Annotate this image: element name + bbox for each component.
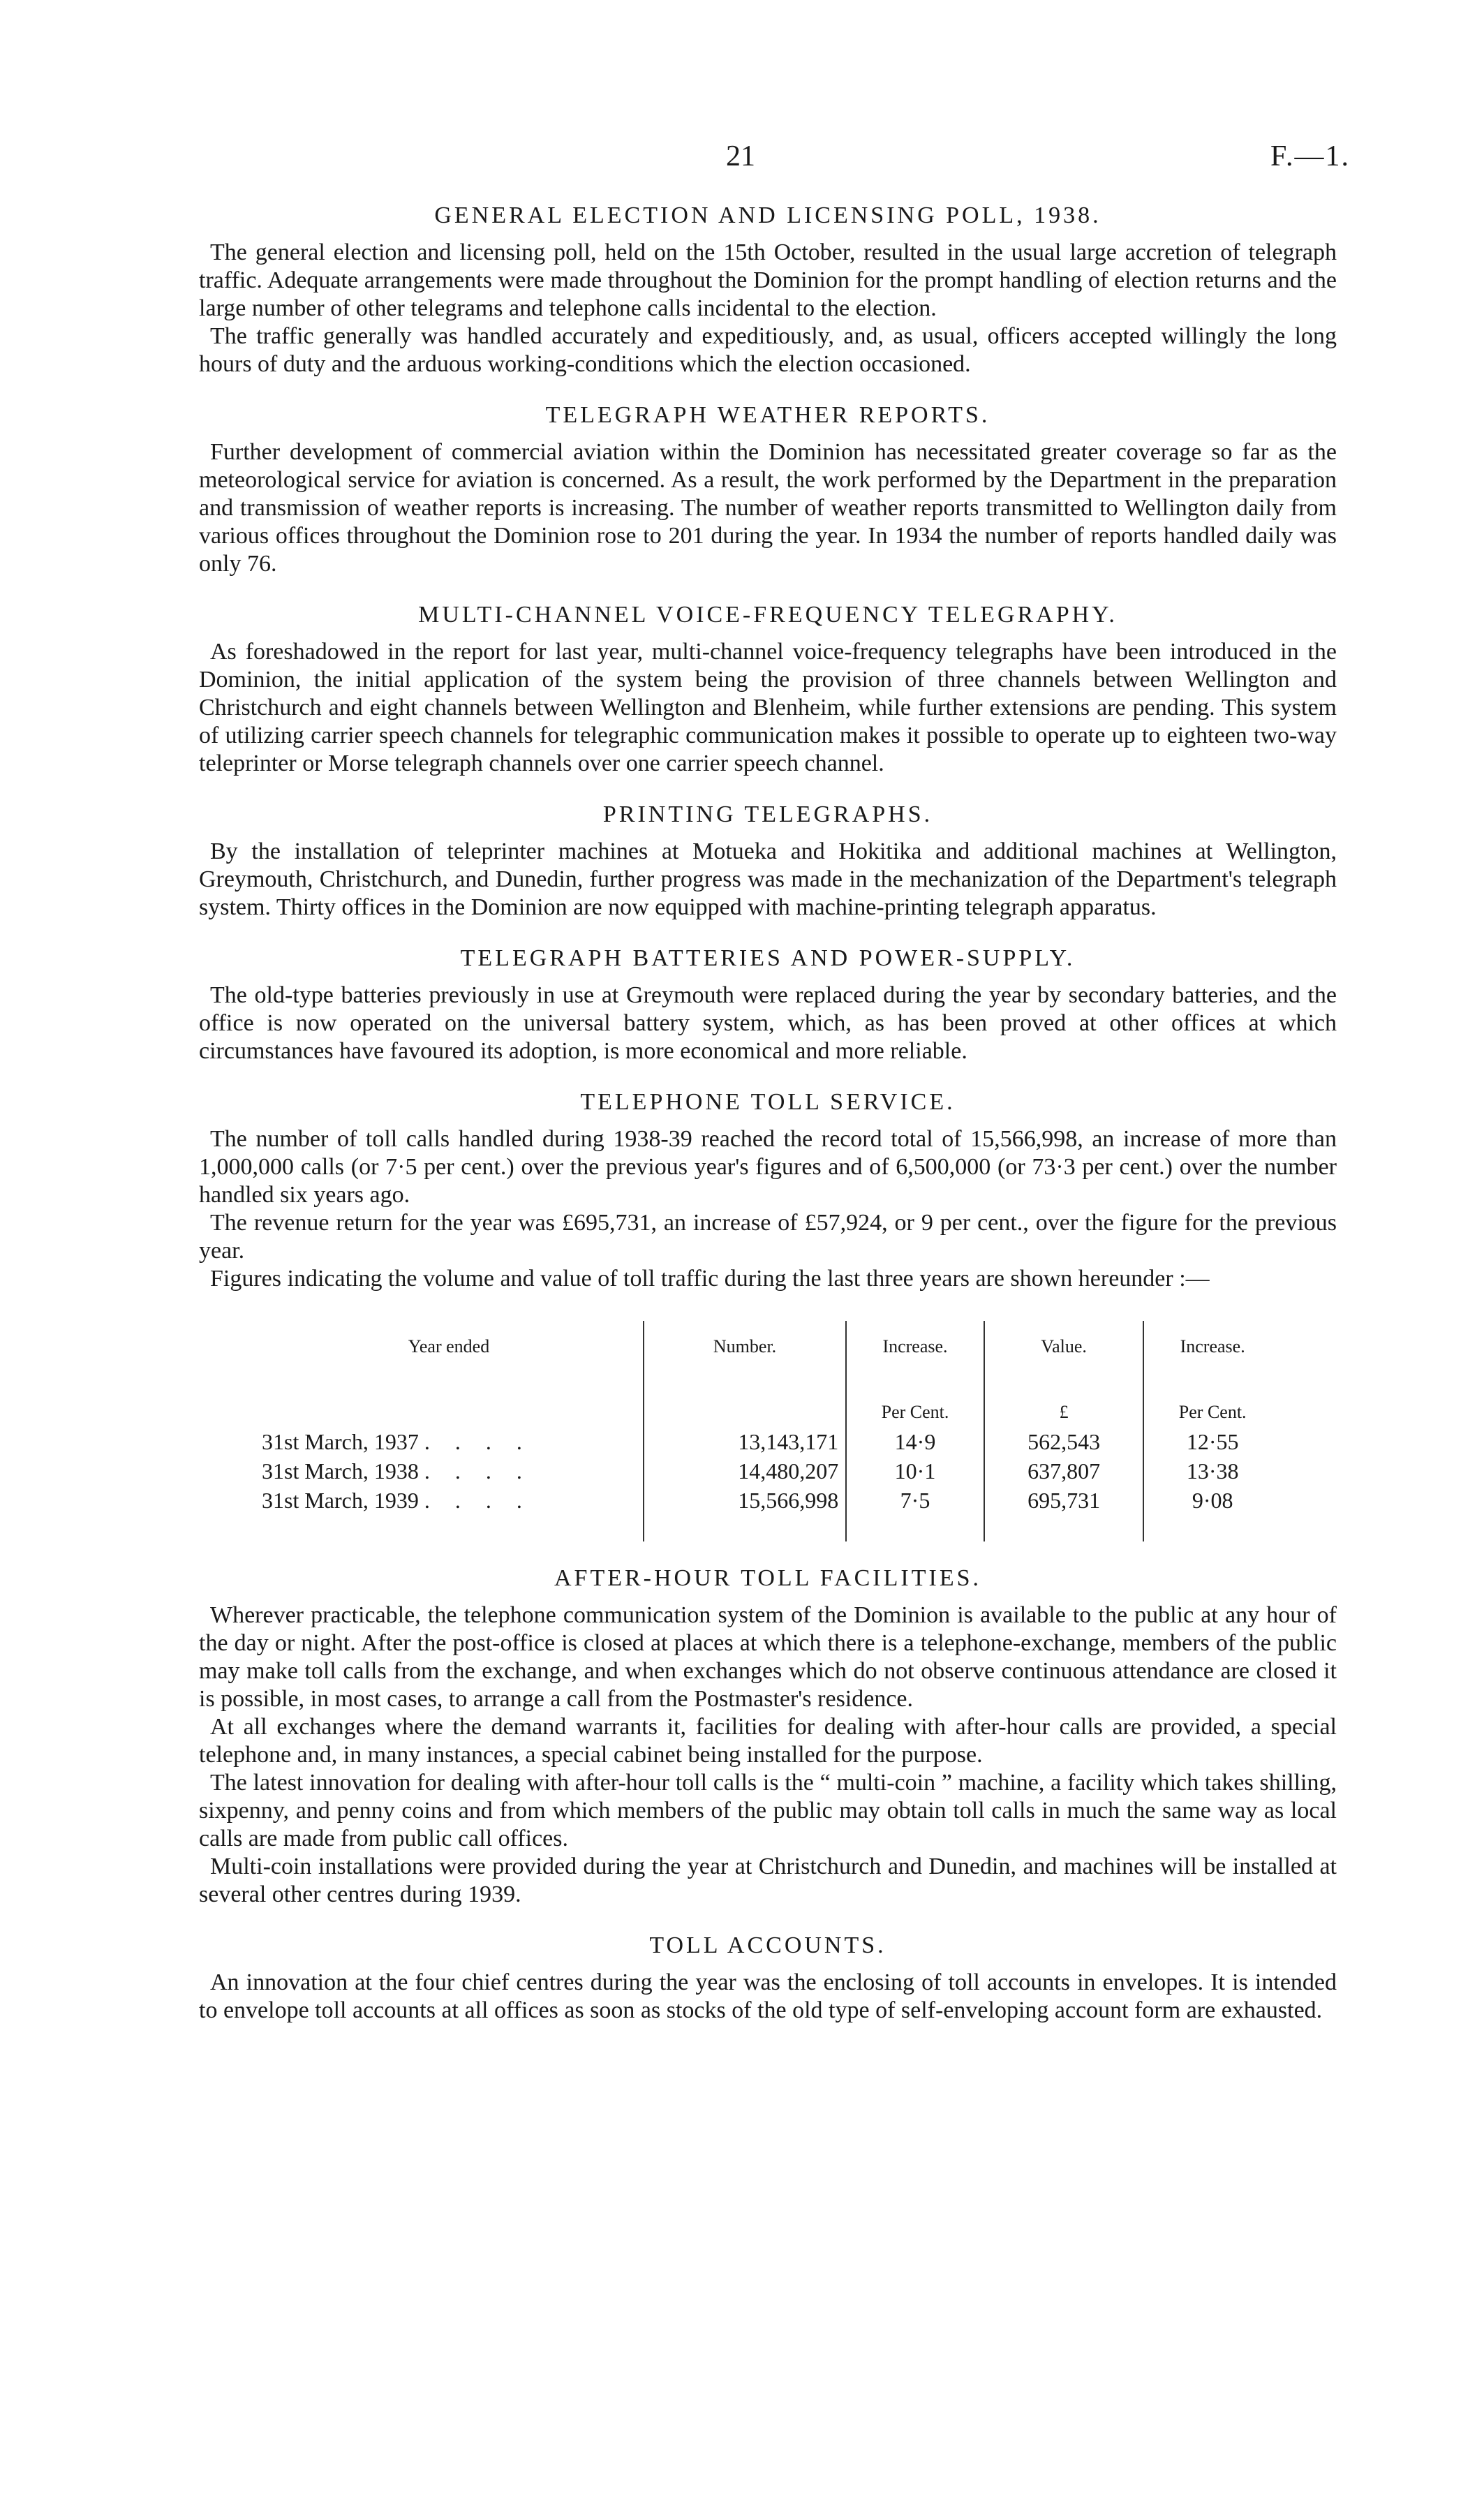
table-row <box>255 1486 1281 1541</box>
toll-traffic-table <box>255 1321 1281 1541</box>
increase-value-cell: 13·38 <box>1143 1456 1281 1486</box>
unit-percent: Per Cent. <box>1143 1382 1281 1427</box>
table-row <box>255 1456 1281 1486</box>
unit-pound: £ <box>984 1382 1144 1427</box>
value-cell: 562,543 <box>984 1427 1144 1456</box>
header-year: Year ended <box>408 1336 490 1356</box>
paragraph: The revenue return for the year was £695,731, an increase of £57,924, or 9 per cent., over the figure for the previous year. <box>199 1210 1337 1264</box>
value-cell: 637,807 <box>984 1456 1144 1486</box>
value-cell: 695,731 <box>984 1486 1144 1541</box>
paragraph: The latest innovation for dealing with after-hour toll calls is the “ multi-coin ” machine, a facility which takes shilling, sixpenny, and penny coins and from which members of the public may obtain toll calls in much the same way as local calls are made from public call offices. <box>199 1770 1337 1851</box>
increase-value-cell: 12·55 <box>1143 1427 1281 1456</box>
header-value: Value. <box>984 1321 1144 1382</box>
heading-toll-accounts: TOLL ACCOUNTS. <box>649 1932 886 1958</box>
heading-multichannel: MULTI-CHANNEL VOICE-FREQUENCY TELEGRAPHY. <box>418 602 1118 628</box>
increase-cell: 14·9 <box>846 1427 984 1456</box>
paragraph: Multi-coin installations were provided during the year at Christchurch and Dunedin, and machines will be installed at several other centres during 1939. <box>199 1854 1337 1907</box>
year-cell: 31st March, 1938 <box>262 1458 419 1484</box>
paragraph: Figures indicating the volume and value of toll traffic during the last three years are shown hereunder :— <box>210 1266 1210 1292</box>
paragraph: The traffic generally was handled accurately and expeditiously, and, as usual, officers accepted willingly the long hours of duty and the arduous working-conditions which the election occasioned. <box>199 323 1337 377</box>
dot-leader: . . . . <box>424 1458 532 1484</box>
document-reference: F.—1. <box>1270 140 1350 172</box>
unit-percent: Per Cent. <box>846 1382 984 1427</box>
table-units-row <box>255 1382 1281 1427</box>
paragraph: Wherever practicable, the telephone communication system of the Dominion is available to the public at any hour of the day or night. After the post-office is closed at places at which there is a telephone-exchange, members of the public may make toll calls from the exchange, and when exchanges which do not observe continuous attendance are closed it is possible, in most cases, to arrange a call from the Postmaster's residence. <box>199 1602 1337 1712</box>
heading-weather-reports: TELEGRAPH WEATHER REPORTS. <box>545 402 990 428</box>
increase-cell: 7·5 <box>846 1486 984 1541</box>
paragraph: The old-type batteries previously in use at Greymouth were replaced during the year by secondary batteries, and the office is now operated on the universal battery system, which, as has been proved at other offices at which circumstances have favoured its adoption, is more economical and more reliable. <box>199 982 1337 1064</box>
page-header <box>0 140 1484 182</box>
header-number: Number. <box>644 1321 846 1382</box>
table-row <box>255 1427 1281 1456</box>
dot-leader: . . . . <box>424 1429 532 1454</box>
number-cell: 15,566,998 <box>644 1486 846 1541</box>
page-number: 21 <box>726 140 755 172</box>
paragraph: An innovation at the four chief centres during the year was the enclosing of toll accounts in envelopes. It is intended to envelope toll accounts at all offices as soon as stocks of the old type of self-enveloping account form are exhausted. <box>199 1969 1337 2023</box>
dot-leader: . . . . <box>424 1488 532 1513</box>
paragraph: At all exchanges where the demand warrants it, facilities for dealing with after-hour calls are provided, a special telephone and, in many instances, a special cabinet being installed for the purpose. <box>199 1714 1337 1768</box>
document-body <box>199 202 1337 2025</box>
paragraph: The general election and licensing poll, held on the 15th October, resulted in the usual large accretion of telegraph traffic. Adequate arrangements were made throughout the Dominion for the prompt handling of election returns and the large number of other telegrams and telephone calls incidental to the election. <box>199 239 1337 321</box>
header-increase: Increase. <box>846 1321 984 1382</box>
heading-toll-service: TELEPHONE TOLL SERVICE. <box>580 1089 956 1115</box>
paragraph: The number of toll calls handled during 1938-39 reached the record total of 15,566,998, an increase of more than 1,000,000 calls (or 7·5 per cent.) over the previous year's figures and of 6,500,000 (or 73·3 per cent.) over the number handled six years ago. <box>199 1126 1337 1208</box>
heading-after-hour-facilities: AFTER-HOUR TOLL FACILITIES. <box>554 1565 981 1591</box>
year-cell: 31st March, 1937 <box>262 1429 419 1454</box>
paragraph: By the installation of teleprinter machines at Motueka and Hokitika and additional machines at Wellington, Greymouth, Christchurch, and Dunedin, further progress was made in the mechanization of the Department's telegraph system. Thirty offices in the Dominion are now equipped with machine-printing telegraph apparatus. <box>199 838 1337 920</box>
increase-value-cell: 9·08 <box>1143 1486 1281 1541</box>
paragraph: As foreshadowed in the report for last year, multi-channel voice-frequency telegraphs have been introduced in the Dominion, the initial application of the system being the provision of three channels between Wellington and Christchurch and eight channels between Wellington and Blenheim, while further extensions are pending. This system of utilizing carrier speech channels for telegraphic communication makes it possible to operate up to eighteen two-way teleprinter or Morse telegraph channels over one carrier speech channel. <box>199 639 1337 776</box>
table-header-row <box>255 1321 1281 1382</box>
heading-printing-telegraphs: PRINTING TELEGRAPHS. <box>602 801 933 827</box>
increase-cell: 10·1 <box>846 1456 984 1486</box>
number-cell: 14,480,207 <box>644 1456 846 1486</box>
year-cell: 31st March, 1939 <box>262 1488 419 1513</box>
heading-election: GENERAL ELECTION AND LICENSING POLL, 1938. <box>434 202 1101 228</box>
number-cell: 13,143,171 <box>644 1427 846 1456</box>
header-increase-value: Increase. <box>1143 1321 1281 1382</box>
paragraph: Further development of commercial aviation within the Dominion has necessitated greater coverage so far as the meteorological service for aviation is concerned. As a result, the work performed by the Department in the preparation and transmission of weather reports is increasing. The number of weather reports transmitted to Wellington daily from various offices throughout the Dominion rose to 201 during the year. In 1934 the number of reports handled daily was only 76. <box>199 439 1337 577</box>
heading-batteries: TELEGRAPH BATTERIES AND POWER-SUPPLY. <box>460 945 1076 971</box>
